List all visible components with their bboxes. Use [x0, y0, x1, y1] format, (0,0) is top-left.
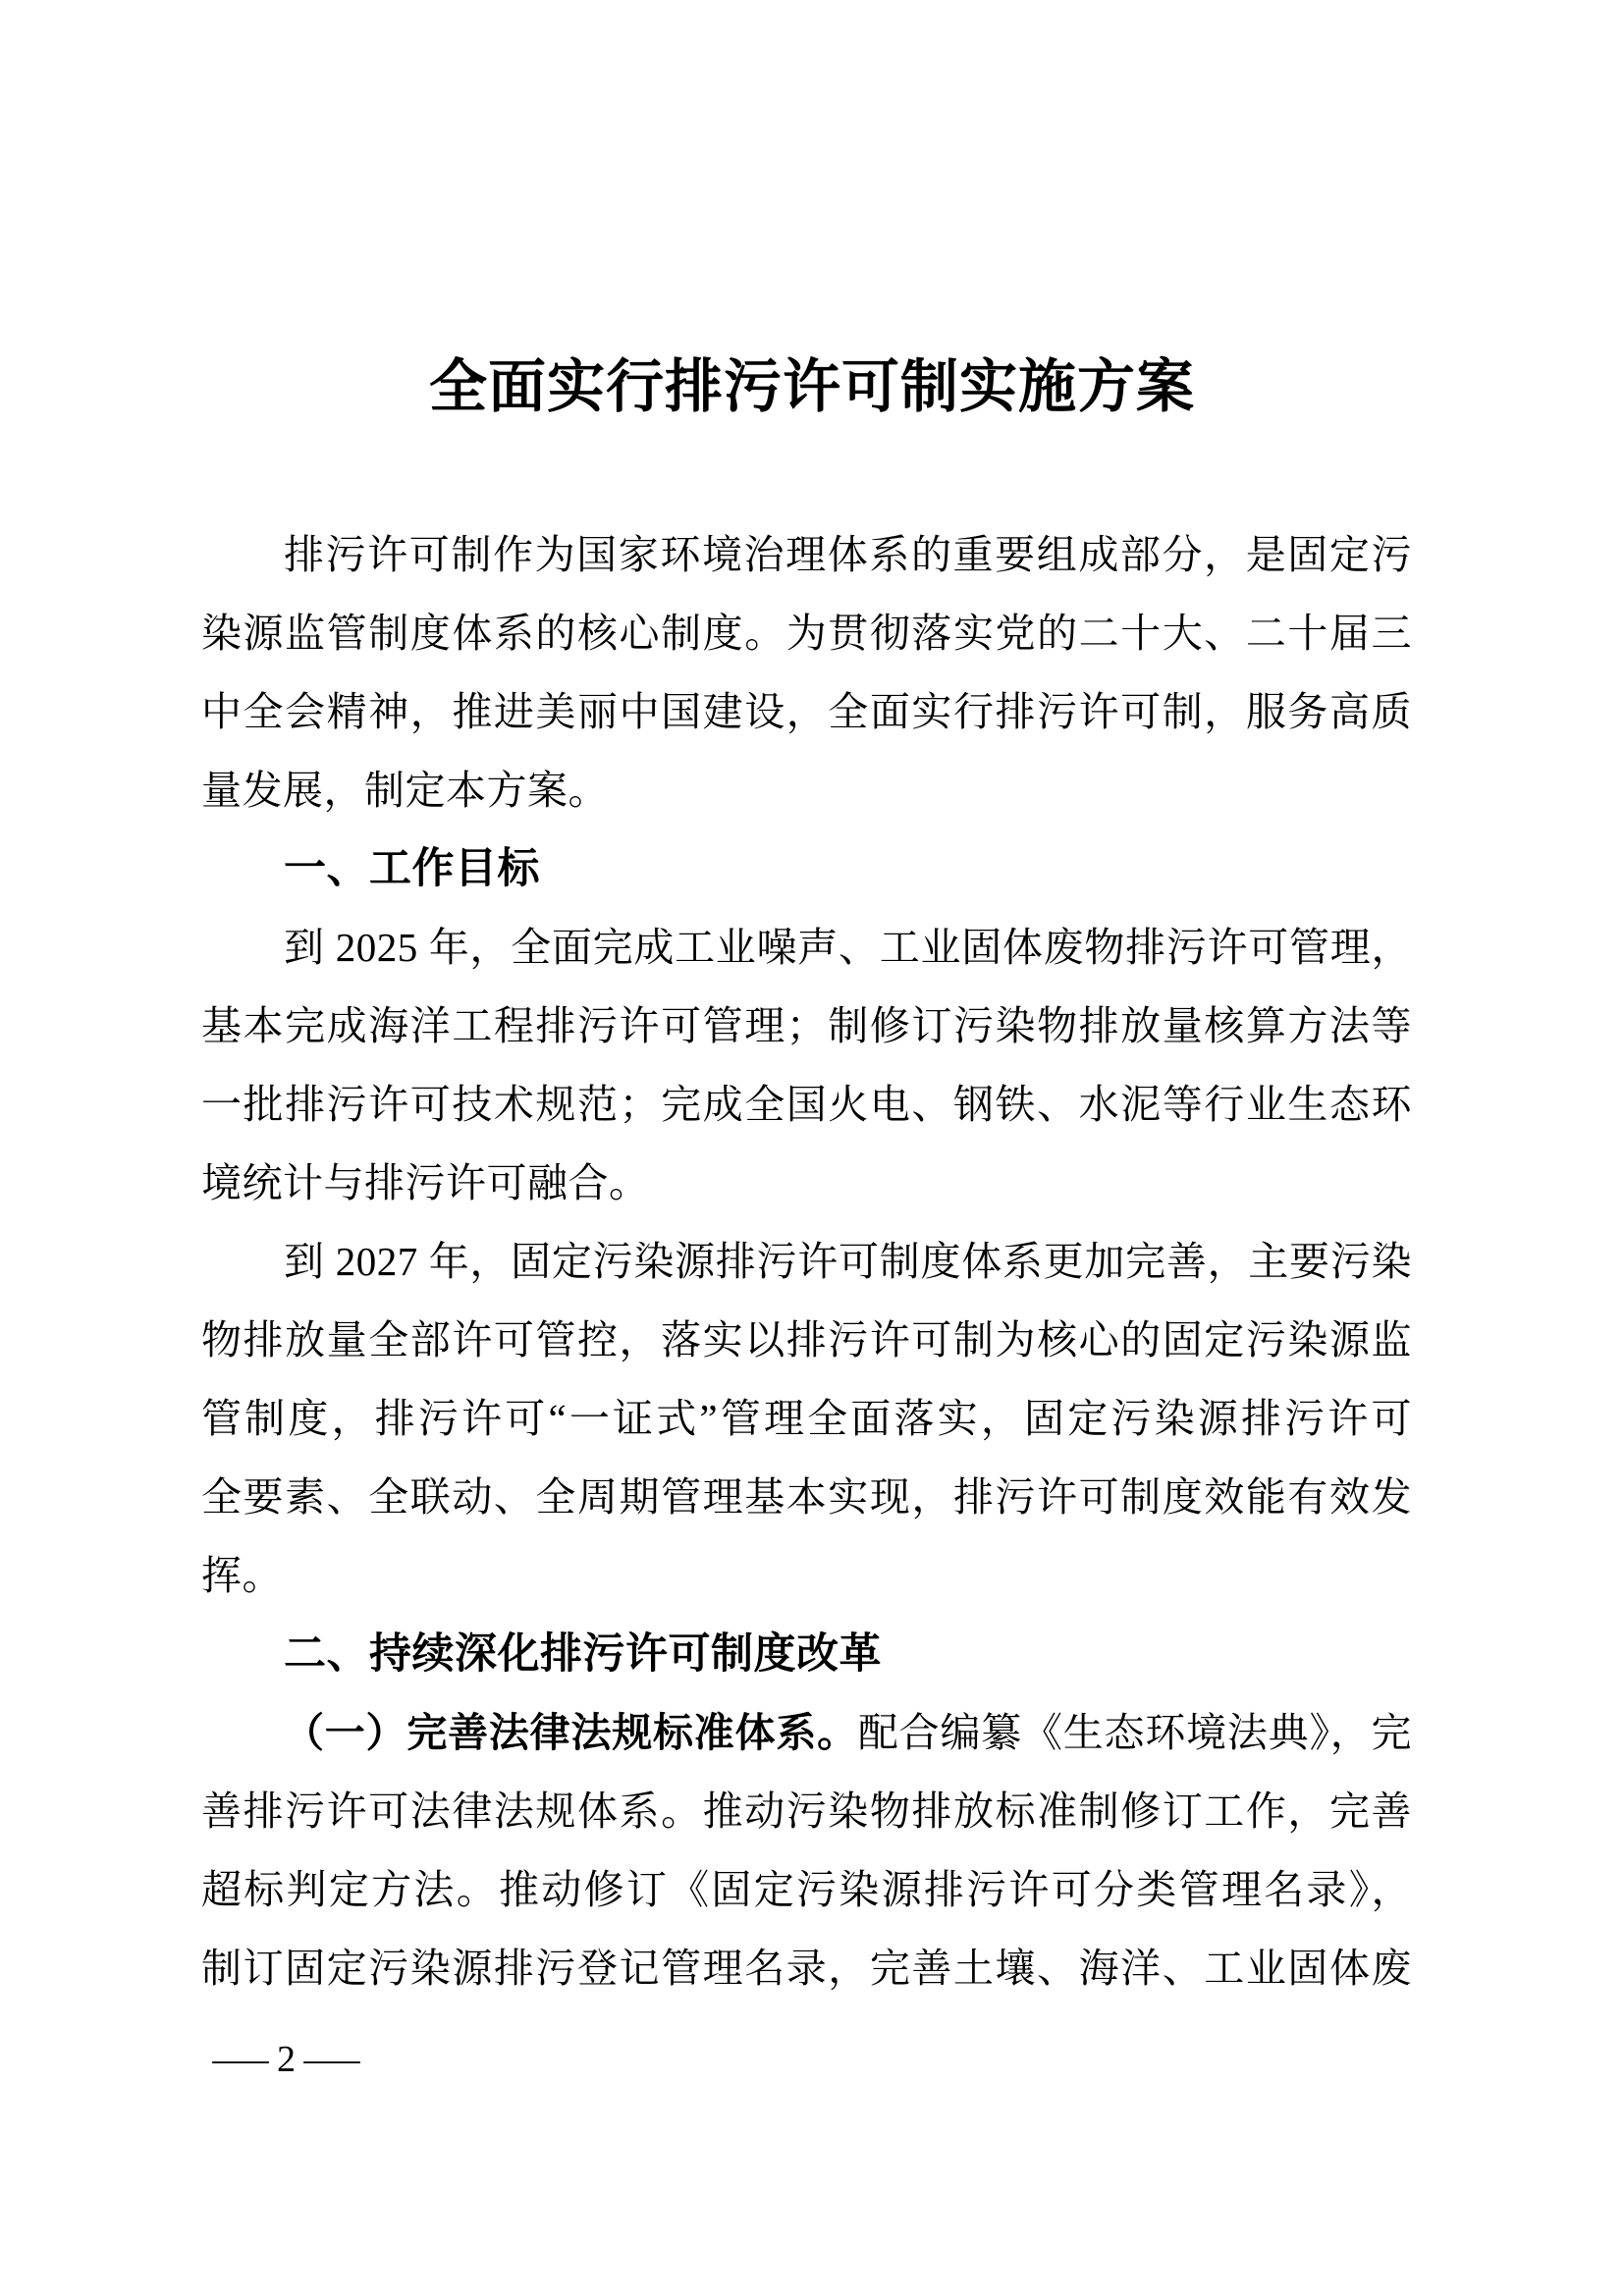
paragraph-line: 挥。 — [201, 1553, 283, 1598]
paragraph-line: 全要素、全联动、全周期管理基本实现，排污许可制度效能有效发 — [201, 1474, 1412, 1520]
paragraph-line: 境统计与排污许可融合。 — [201, 1160, 650, 1205]
document-title: 全面实行排污许可制实施方案 — [428, 354, 1195, 419]
page-number: 2 — [277, 2039, 296, 2080]
paragraph-line: 超标判定方法。推动修订《固定污染源排污许可分类管理名录》， — [201, 1867, 1412, 1912]
paragraph-line — [201, 1693, 1412, 1772]
paragraph-line: 排污许可制作为国家环境治理体系的重要组成部分，是固定污 — [284, 532, 1412, 577]
paragraph-line: 基本完成海洋工程排污许可管理；制修订污染物排放量核算方法等 — [201, 1003, 1412, 1048]
paragraph-line: 管制度，排污许可“一证式”管理全面落实，固定污染源排污许可 — [201, 1396, 1412, 1441]
paragraph-line: 物排放量全部许可管控，落实以排污许可制为核心的固定污染源监 — [201, 1317, 1412, 1362]
document-body — [201, 515, 1412, 2007]
paragraph-lead-bold: （一）完善法律法规标准体系。 — [284, 1710, 858, 1755]
paragraph-line: 到 2025 年，全面完成工业噪声、工业固体废物排污许可管理， — [284, 925, 1412, 970]
footer-dash-left: — — [212, 2039, 269, 2080]
paragraph-line: 到 2027 年，固定污染源排污许可制度体系更加完善，主要污染 — [284, 1239, 1412, 1284]
paragraph-line: 一批排污许可技术规范；完成全国火电、钢铁、水泥等行业生态环 — [201, 1082, 1412, 1127]
section-heading-2: 二、持续深化排污许可制度改革 — [284, 1630, 882, 1678]
paragraph-line: 染源监管制度体系的核心制度。为贯彻落实党的二十大、二十届三 — [201, 611, 1412, 656]
paragraph-line: 善排污许可法律法规体系。推动污染物排放标准制修订工作，完善 — [201, 1789, 1412, 1834]
section-heading-1: 一、工作目标 — [284, 845, 540, 892]
paragraph-line: 中全会精神，推进美丽中国建设，全面实行排污许可制，服务高质 — [201, 689, 1412, 734]
page-footer — [204, 2030, 368, 2089]
paragraph-line: 量发展，制定本方案。 — [201, 768, 609, 813]
footer-dash-right: — — [303, 2039, 360, 2080]
paragraph-lead-rest: 配合编纂《生态环境法典》，完 — [857, 1710, 1413, 1755]
paragraph-line: 制订固定污染源排污登记管理名录，完善土壤、海洋、工业固体废 — [201, 1946, 1412, 1991]
